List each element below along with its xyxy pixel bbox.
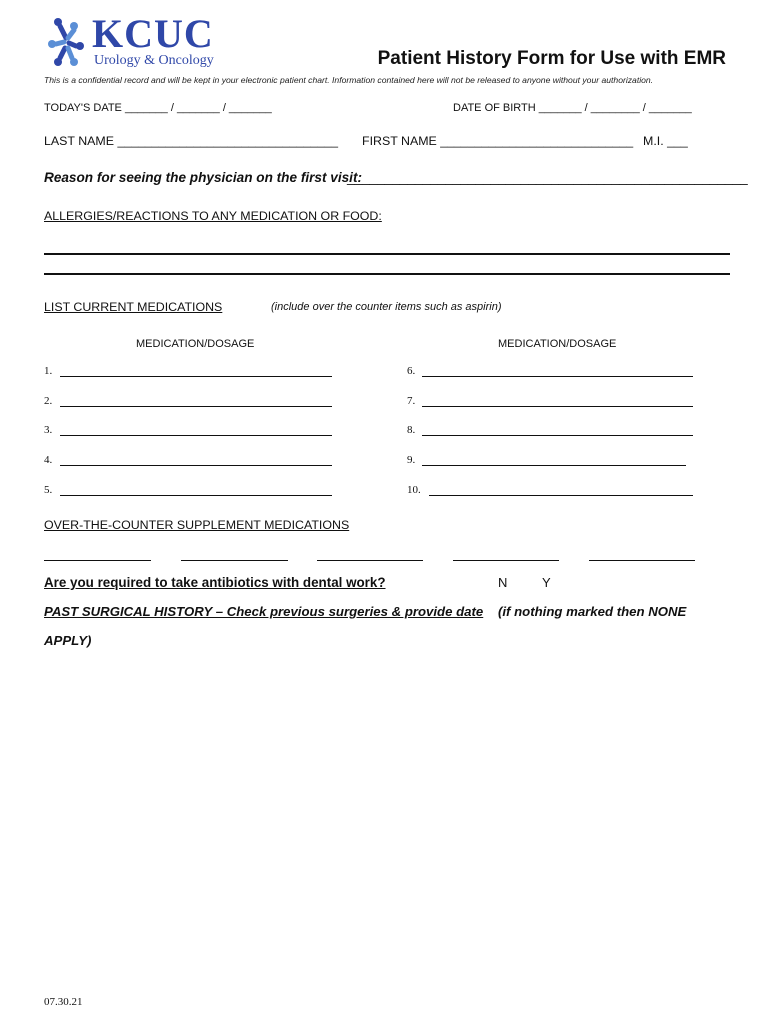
medication-dosage-header-right: MEDICATION/DOSAGE <box>498 338 617 350</box>
medication-row-number: 7. <box>407 395 416 407</box>
middle-initial-field[interactable]: M.I. ___ <box>643 134 688 148</box>
otc-supplements-heading: OVER-THE-COUNTER SUPPLEMENT MEDICATIONS <box>44 518 350 532</box>
medication-row-7[interactable] <box>407 395 415 407</box>
form-version: 07.30.21 <box>44 996 83 1008</box>
surgical-history-heading: PAST SURGICAL HISTORY – Check previous surgeries & provide date <box>44 604 484 619</box>
medication-row-5[interactable] <box>44 484 52 496</box>
medication-line-7[interactable] <box>422 406 693 407</box>
medication-dosage-header-left: MEDICATION/DOSAGE <box>136 338 255 350</box>
medication-row-10[interactable] <box>407 484 421 496</box>
medication-line-10[interactable] <box>429 495 693 496</box>
medication-row-2[interactable] <box>44 395 52 407</box>
medication-row-3[interactable] <box>44 424 52 436</box>
kcuc-logo-icon <box>44 16 88 68</box>
confidentiality-notice: This is a confidential record and will be kept in your electronic patient chart. Information contained here will not be released to anyone without your authorization. <box>44 75 654 85</box>
medication-line-1[interactable] <box>60 376 332 377</box>
medication-row-number: 10. <box>407 484 421 496</box>
form-title: Patient History Form for Use with EMR <box>377 48 726 69</box>
logo-name: KCUC <box>92 11 214 56</box>
allergies-heading: ALLERGIES/REACTIONS TO ANY MEDICATION OR FOOD: <box>44 209 382 223</box>
todays-date-field[interactable]: TODAY'S DATE _______ / _______ / _______ <box>44 102 272 114</box>
medication-row-4[interactable] <box>44 454 52 466</box>
medication-row-number: 8. <box>407 424 416 436</box>
reason-for-visit-input[interactable]: _____________________________________________________ <box>347 170 748 185</box>
antibiotics-no-option[interactable]: N <box>498 575 508 590</box>
medication-row-number: 3. <box>44 424 53 436</box>
current-medications-heading: LIST CURRENT MEDICATIONS <box>44 300 223 314</box>
surgical-history-note-continued: APPLY) <box>44 633 92 648</box>
medication-row-number: 4. <box>44 454 53 466</box>
medication-row-number: 1. <box>44 365 53 377</box>
medication-row-number: 6. <box>407 365 416 377</box>
otc-line-3[interactable] <box>317 560 423 561</box>
otc-line-5[interactable] <box>589 560 695 561</box>
medication-line-9[interactable] <box>422 465 686 466</box>
medications-note: (include over the counter items such as aspirin) <box>271 301 502 313</box>
last-name-field[interactable]: LAST NAME ________________________________ <box>44 134 338 148</box>
surgical-history-note: (if nothing marked then NONE <box>498 604 687 619</box>
medication-row-number: 5. <box>44 484 53 496</box>
medication-row-number: 9. <box>407 454 416 466</box>
allergies-line-2[interactable] <box>44 273 730 275</box>
medication-line-6[interactable] <box>422 376 693 377</box>
antibiotics-yes-option[interactable]: Y <box>542 575 551 590</box>
logo-subtitle: Urology & Oncology <box>94 53 214 68</box>
otc-line-4[interactable] <box>453 560 559 561</box>
medication-line-4[interactable] <box>60 465 332 466</box>
medication-line-5[interactable] <box>60 495 332 496</box>
reason-for-visit-label: Reason for seeing the physician on the first visit: <box>44 170 363 185</box>
otc-line-1[interactable] <box>44 560 151 561</box>
medication-row-number: 2. <box>44 395 53 407</box>
medication-row-9[interactable] <box>407 454 415 466</box>
medication-row-6[interactable] <box>407 365 415 377</box>
allergies-line-1[interactable] <box>44 253 730 255</box>
medication-line-8[interactable] <box>422 435 693 436</box>
medication-line-3[interactable] <box>60 435 332 436</box>
medication-row-8[interactable] <box>407 424 415 436</box>
medication-row-1[interactable] <box>44 365 52 377</box>
first-name-field[interactable]: FIRST NAME ____________________________ <box>362 134 634 148</box>
kcuc-logo <box>44 12 244 72</box>
antibiotics-question: Are you required to take antibiotics with dental work? <box>44 575 386 590</box>
medication-line-2[interactable] <box>60 406 332 407</box>
otc-line-2[interactable] <box>181 560 288 561</box>
date-of-birth-field[interactable]: DATE OF BIRTH _______ / ________ / _______ <box>453 102 692 114</box>
